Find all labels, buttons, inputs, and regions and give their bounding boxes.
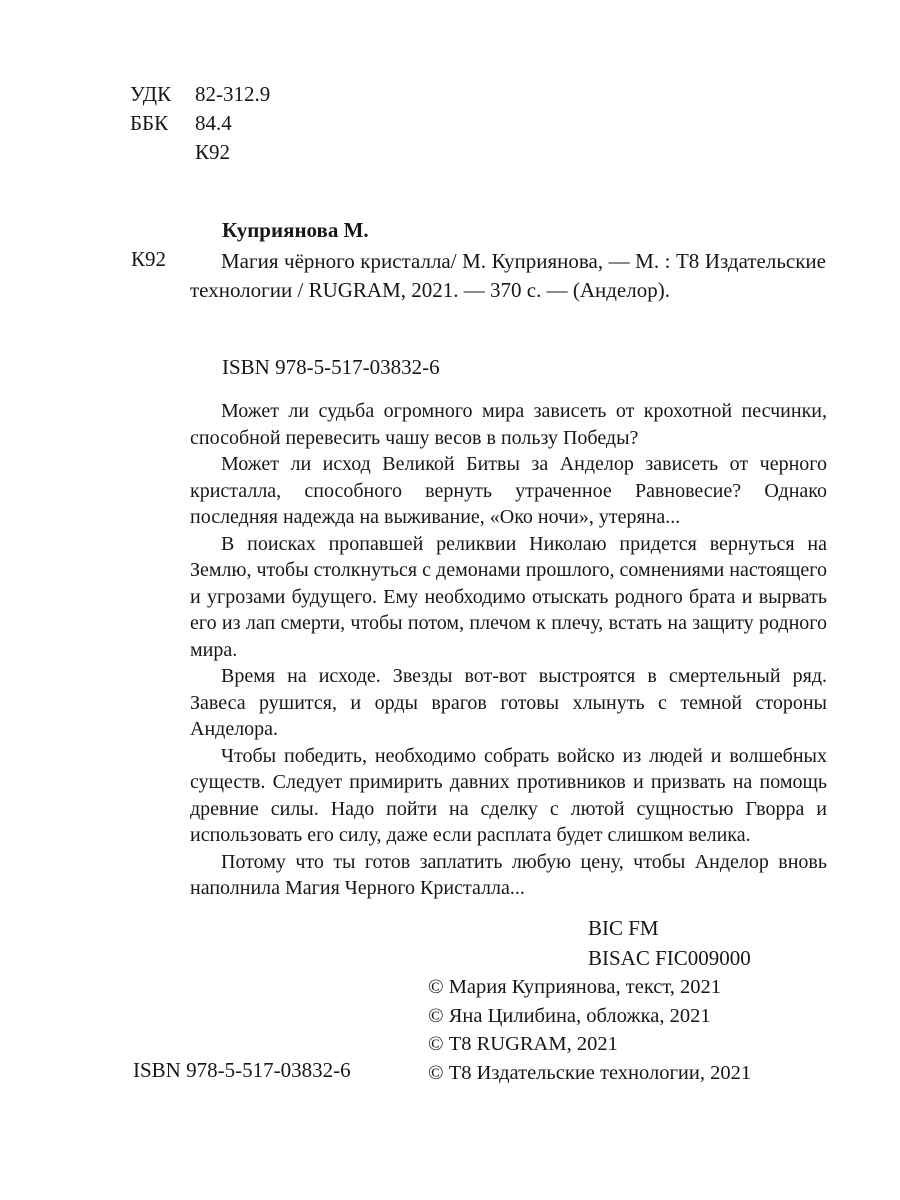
author-name: Куприянова М. — [222, 218, 369, 242]
annotation-block — [190, 398, 827, 902]
catalog-entry-text: Магия чёрного кристалла/ М. Куприянова, — М. : Т8 Издательские технологии / RUGRAM, 2021. — 370 с. — (Анделор). — [190, 249, 826, 302]
bic-code: BIC FM — [588, 916, 659, 940]
author-sign-code: К92 — [195, 140, 231, 164]
copyright-line: © Яна Цилибина, обложка, 2021 — [428, 1004, 711, 1027]
annotation-paragraph: Может ли исход Великой Битвы за Анделор зависеть от черного кристалла, способного вернуть утраченное Равновесие? Однако последняя надежда на выживание, «Око ночи», утеряна... — [190, 453, 827, 528]
annotation-paragraph: Чтобы победить, необходимо собрать войско из людей и волшебных существ. Следует примирить давних противников и призвать на помощь древние силы. Надо пойти на сделку с лютой сущностью Гворра и использовать его силу, даже если расплата будет слишком велика. — [190, 744, 827, 846]
copyright-line: © Мария Куприянова, текст, 2021 — [428, 976, 722, 998]
annotation-paragraph: Потому что ты готов заплатить любую цену, чтобы Анделор вновь наполнила Магия Черного Кристалла... — [190, 850, 827, 899]
bbk-line — [130, 109, 270, 138]
isbn-top: ISBN 978-5-517-03832-6 — [222, 355, 440, 379]
bisac-code: BISAC FIC009000 — [588, 946, 751, 970]
udk-value: 82-312.9 — [195, 82, 271, 106]
catalog-entry-code: К92 — [131, 247, 167, 271]
udk-line — [130, 80, 270, 109]
classification-codes-block — [130, 80, 270, 167]
udk-label: УДК — [130, 82, 172, 106]
isbn-bottom: ISBN 978-5-517-03832-6 — [133, 1058, 351, 1082]
annotation-paragraph: Может ли судьба огромного мира зависеть от крохотной песчинки, способной перевесить чашу весов в пользу Победы? — [190, 400, 827, 449]
annotation-paragraph: Время на исходе. Звезды вот-вот выстроятся в смертельный ряд. Завеса рушится, и орды врагов готовы хлынуть с темной стороны Анделора. — [190, 665, 827, 740]
copyright-line: © Т8 Издательские технологии, 2021 — [428, 1061, 752, 1084]
copyright-block — [428, 973, 751, 1087]
trade-classification-block — [588, 913, 751, 973]
bbk-label: ББК — [130, 111, 169, 135]
annotation-paragraph: В поисках пропавшей реликвии Николаю придется вернуться на Землю, чтобы столкнуться с демонами прошлого, сомнениями настоящего и угрозами будущего. Ему необходимо отыскать родного брата и вырвать его из лап смерти, чтобы потом, плечом к плечу, встать на защиту родного мира. — [190, 532, 827, 661]
bbk-value: 84.4 — [195, 111, 232, 135]
copyright-line: © Т8 RUGRAM, 2021 — [428, 1033, 618, 1055]
